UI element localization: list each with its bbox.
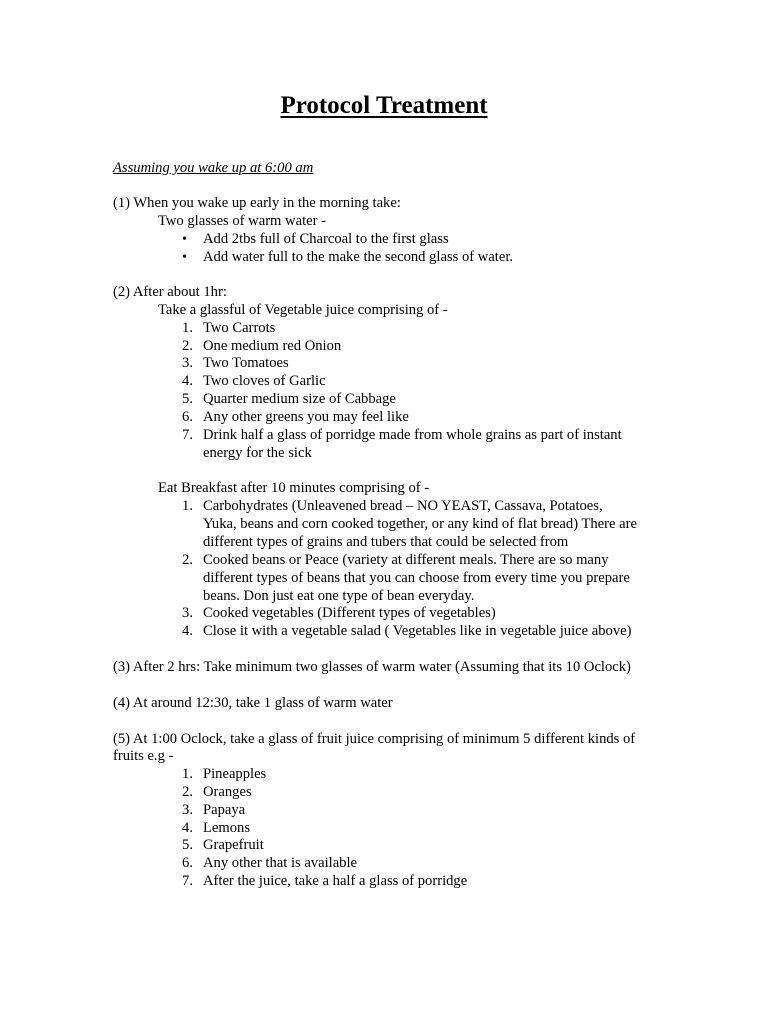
step1-bullet: Add 2tbs full of Charcoal to the first glass (203, 231, 449, 247)
step2-heading: (2) After about 1hr: (113, 284, 227, 300)
breakfast-intro: Eat Breakfast after 10 minutes comprising of - (158, 480, 430, 496)
fruit-item: Grapefruit (203, 837, 264, 853)
fruit-item: After the juice, take a half a glass of porridge (203, 873, 468, 889)
breakfast-item-continued: Yuka, beans and corn cooked together, or any kind of flat bread) There are (203, 516, 637, 532)
list-number: 4. (182, 373, 193, 389)
list-number: 3. (182, 355, 193, 371)
step4-text: (4) At around 12:30, take 1 glass of warm water (113, 695, 393, 711)
breakfast-item-continued: different types of beans that you can choose from every time you prepare (203, 570, 630, 586)
list-number: 2. (182, 784, 193, 800)
step1-intro: Two glasses of warm water - (158, 213, 326, 229)
juice-item: One medium red Onion (203, 338, 342, 354)
juice-item: Two Tomatoes (203, 355, 289, 371)
list-number: 1. (182, 498, 193, 514)
fruit-item: Pineapples (203, 766, 267, 782)
fruit-item: Any other that is available (203, 855, 357, 871)
list-number: 6. (182, 855, 193, 871)
bullet-marker: • (182, 250, 187, 265)
juice-item: Two Carrots (203, 320, 276, 336)
juice-item: Quarter medium size of Cabbage (203, 391, 396, 407)
step5-heading-continued: fruits e.g - (113, 748, 174, 764)
breakfast-item: Cooked vegetables (Different types of vegetables) (203, 605, 496, 621)
breakfast-item-continued: beans. Don just eat one type of bean everyday. (203, 588, 475, 604)
list-number: 4. (182, 820, 193, 836)
list-number: 3. (182, 802, 193, 818)
list-number: 5. (182, 391, 193, 407)
juice-item: Two cloves of Garlic (203, 373, 326, 389)
step5-heading: (5) At 1:00 Oclock, take a glass of fruit juice comprising of minimum 5 different kinds of (113, 731, 636, 747)
list-number: 7. (182, 873, 193, 889)
page-title: Protocol Treatment (280, 92, 488, 119)
step1-heading: (1) When you wake up early in the morning take: (113, 195, 401, 211)
list-number: 4. (182, 623, 193, 639)
breakfast-item: Close it with a vegetable salad ( Vegetables like in vegetable juice above) (203, 623, 632, 639)
fruit-item: Lemons (203, 820, 251, 836)
list-number: 3. (182, 605, 193, 621)
list-number: 7. (182, 427, 193, 443)
breakfast-item: Cooked beans or Peace (variety at different meals. There are so many (203, 552, 609, 568)
list-number: 5. (182, 837, 193, 853)
list-number: 1. (182, 766, 193, 782)
list-number: 2. (182, 552, 193, 568)
bullet-marker: • (182, 232, 187, 247)
step1-bullet: Add water full to the make the second glass of water. (203, 249, 514, 265)
juice-item: Any other greens you may feel like (203, 409, 409, 425)
step3-text: (3) After 2 hrs: Take minimum two glasses of warm water (Assuming that its 10 Oclock) (113, 659, 631, 675)
fruit-item: Papaya (203, 802, 246, 818)
schedule-assumption: Assuming you wake up at 6:00 am (113, 160, 314, 176)
juice-item-continued: energy for the sick (203, 445, 312, 461)
breakfast-item-continued: different types of grains and tubers that could be selected from (203, 534, 569, 550)
breakfast-item: Carbohydrates (Unleavened bread – NO YEAST, Cassava, Potatoes, (203, 498, 603, 514)
fruit-item: Oranges (203, 784, 252, 800)
list-number: 1. (182, 320, 193, 336)
list-number: 2. (182, 338, 193, 354)
juice-item: Drink half a glass of porridge made from whole grains as part of instant (203, 427, 622, 443)
list-number: 6. (182, 409, 193, 425)
step2-intro: Take a glassful of Vegetable juice comprising of - (158, 302, 448, 318)
